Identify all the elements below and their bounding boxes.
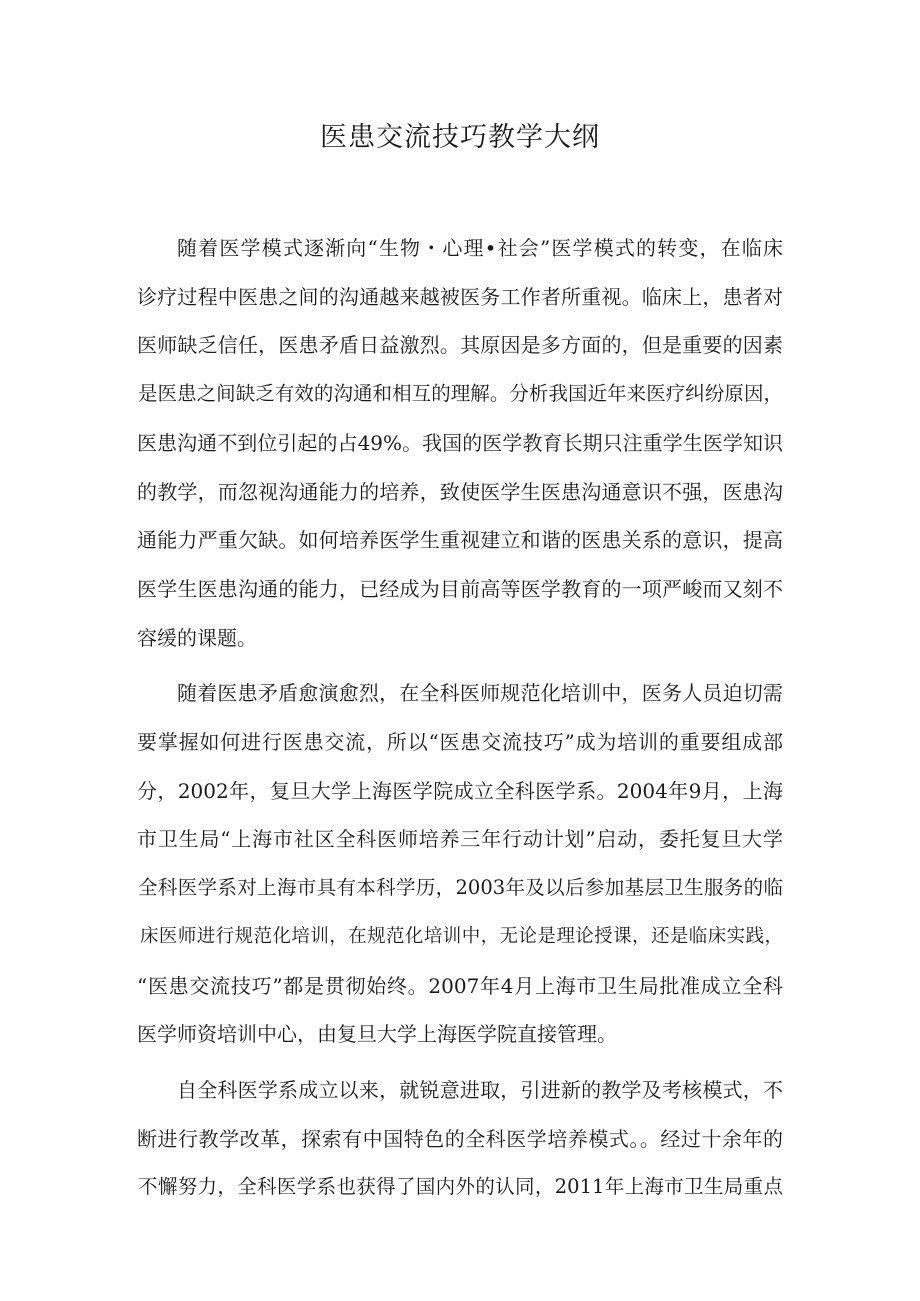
paragraph-1 (137, 224, 783, 662)
text-line: 市卫生局“上海市社区全科医师培养三年行动计划”启动，委托复旦大学 (137, 827, 783, 852)
text-line: 的教学，而忽视沟通能力的培养，致使医学生医患沟通意识不强，医患沟 (137, 479, 783, 504)
document-title: 医患交流技巧教学大纲 (320, 122, 600, 153)
text-line: 随着医患矛盾愈演愈烈，在全科医师规范化培训中，医务人员迫切需 (177, 681, 783, 706)
text-line: 随着医学模式逐渐向“生物・心理•社会”医学模式的转变，在临床 (177, 236, 783, 260)
text-line: 分，2002年，复旦大学上海医学院成立全科医学系。2004年9月，上海 (137, 778, 783, 803)
document-body (137, 224, 783, 1219)
text-line: 医师缺乏信任，医患矛盾日益激烈。其原因是多方面的，但是重要的因素 (137, 333, 783, 358)
text-line: 要掌握如何进行医患交流，所以“医患交流技巧”成为培训的重要组成部 (137, 730, 783, 755)
paragraph-2 (137, 669, 783, 1059)
text-line: “医患交流技巧”都是贯彻始终。2007年4月上海市卫生局批准成立全科 (137, 973, 783, 998)
text-line: 通能力严重欠缺。如何培养医学生重视建立和谐的医患关系的意识，提高 (137, 528, 783, 553)
text-line: 医患沟通不到位引起的占49%。我国的医学教育长期只注重学生医学知识 (137, 430, 783, 455)
text-line: 容缓的课题。 (137, 625, 257, 650)
text-line: 自全科医学系成立以来，就锐意进取，引进新的教学及考核模式，不 (177, 1077, 783, 1102)
text-line: 不懈努力，全科医学系也获得了国内外的认同，2011年上海市卫生局重点 (138, 1175, 783, 1199)
text-line: 床医师进行规范化培训，在规范化培训中，无论是理论授课，还是临床实践， (140, 925, 783, 947)
paragraph-3 (137, 1066, 783, 1212)
text-line: 断进行教学改革，探索有中国特色的全科医学培养模式。。经过十余年的 (137, 1126, 783, 1151)
text-line: 医学师资培训中心，由复旦大学上海医学院直接管理。 (137, 1022, 617, 1047)
text-line: 全科医学系对上海市具有本科学历，2003年及以后参加基层卫生服务的临 (138, 876, 783, 900)
text-line: 医学生医患沟通的能力，已经成为目前高等医学教育的一项严峻而又刻不 (137, 576, 783, 601)
text-line: 是医患之间缺乏有效的沟通和相互的理解。分析我国近年来医疗纠纷原因， (138, 382, 783, 406)
text-line: 诊疗过程中医患之间的沟通越来越被医务工作者所重视。临床上，患者对 (137, 284, 783, 309)
